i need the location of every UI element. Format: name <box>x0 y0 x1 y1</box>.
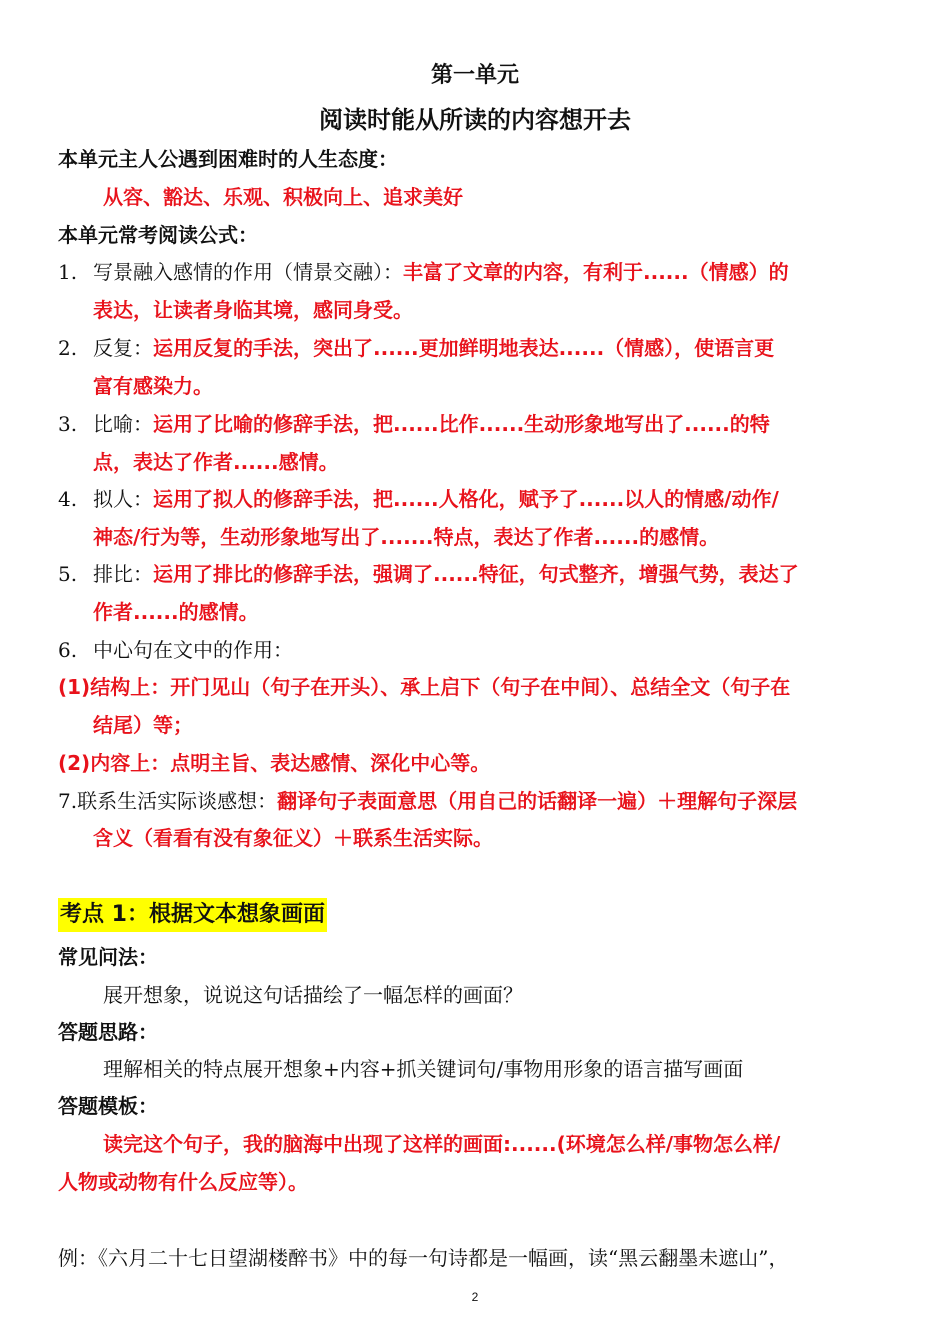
item-answer: 运用了拟人的修辞手法，把......人格化，赋予了......以人的情感/动作/ <box>153 487 779 511</box>
formula-item-4-cont: 神态/行为等，生动形象地写出了.......特点，表达了作者......的感情。 <box>93 525 720 549</box>
formula-item-6 <box>58 635 898 665</box>
item-label: 写景融入感情的作用（情景交融）： <box>93 260 403 284</box>
template-text-cont: 人物或动物有什么反应等）。 <box>58 1170 308 1194</box>
idea-heading: 答题思路： <box>58 1020 158 1044</box>
item-answer: 运用了排比的修辞手法，强调了......特征，句式整齐，增强气势，表达了 <box>153 562 799 586</box>
item-label: 排比： <box>93 562 153 586</box>
item-label: 中心句在文中的作用： <box>93 638 293 662</box>
item-label: 7.联系生活实际谈感想： <box>58 789 278 813</box>
formula-item-2-cont: 富有感染力。 <box>93 374 213 398</box>
example-text: 例：《六月二十七日望湖楼醉书》中的每一句诗都是一幅画，读“黑云翻墨未遮山”， <box>58 1246 789 1270</box>
item-number: 4. <box>58 487 78 511</box>
unit-subtitle: 阅读时能从所读的内容想开去 <box>319 106 631 134</box>
formula-item-7 <box>58 786 898 816</box>
formula-item-1-cont: 表达，让读者身临其境，感同身受。 <box>93 298 413 322</box>
formula-item-6-content: (2)内容上：点明主旨、表达感情、深化中心等。 <box>58 751 491 775</box>
item-number: 5. <box>58 562 78 586</box>
item-answer: 丰富了文章的内容，有利于......（情感）的 <box>403 260 789 284</box>
formula-item-6-structure: (1)结构上：开门见山（句子在开头）、承上启下（句子在中间）、总结全文（句子在 <box>58 675 791 699</box>
formula-item-4 <box>58 484 898 514</box>
formula-item-3-cont: 点，表达了作者......感情。 <box>93 450 339 474</box>
item-number: 2. <box>58 336 78 360</box>
formula-item-5-cont: 作者......的感情。 <box>93 600 259 624</box>
idea-text: 理解相关的特点展开想象+内容+抓关键词句/事物用形象的语言描写画面 <box>103 1057 744 1081</box>
template-heading: 答题模板： <box>58 1094 158 1118</box>
attitude-heading: 本单元主人公遇到困难时的人生态度： <box>58 147 398 171</box>
item-number: 6. <box>58 638 78 662</box>
item-answer: 翻译句子表面意思（用自己的话翻译一遍）＋理解句子深层 <box>277 789 798 813</box>
attitude-answer: 从容、豁达、乐观、积极向上、追求美好 <box>103 185 463 209</box>
item-answer: 运用反复的手法，突出了......更加鲜明地表达......（情感），使语言更 <box>153 336 775 360</box>
question-text: 展开想象，说说这句话描绘了一幅怎样的画面？ <box>103 983 523 1007</box>
item-number: 1. <box>58 260 78 284</box>
item-number: 3. <box>58 412 78 436</box>
item-label: 拟人： <box>93 487 153 511</box>
formula-item-5 <box>58 559 898 589</box>
kaodian-1-title: 考点 1：根据文本想象画面 <box>58 898 327 932</box>
formula-item-2 <box>58 333 898 363</box>
formula-item-1 <box>58 257 898 287</box>
formula-item-7-cont: 含义（看看有没有象征义）＋联系生活实际。 <box>93 826 493 850</box>
unit-title: 第一单元 <box>430 63 519 88</box>
item-answer: 运用了比喻的修辞手法，把......比作......生动形象地写出了......的特 <box>153 412 770 436</box>
formula-item-3 <box>58 409 898 439</box>
page-number: 2 <box>471 1290 479 1304</box>
item-label: 比喻： <box>93 412 153 436</box>
formula-heading: 本单元常考阅读公式： <box>58 223 258 247</box>
formula-item-6-structure-cont: 结尾）等； <box>93 713 193 737</box>
item-label: 反复： <box>93 336 153 360</box>
template-text: 读完这个句子，我的脑海中出现了这样的画面:......(环境怎么样/事物怎么样/ <box>103 1132 781 1156</box>
question-heading: 常见问法： <box>58 945 158 969</box>
